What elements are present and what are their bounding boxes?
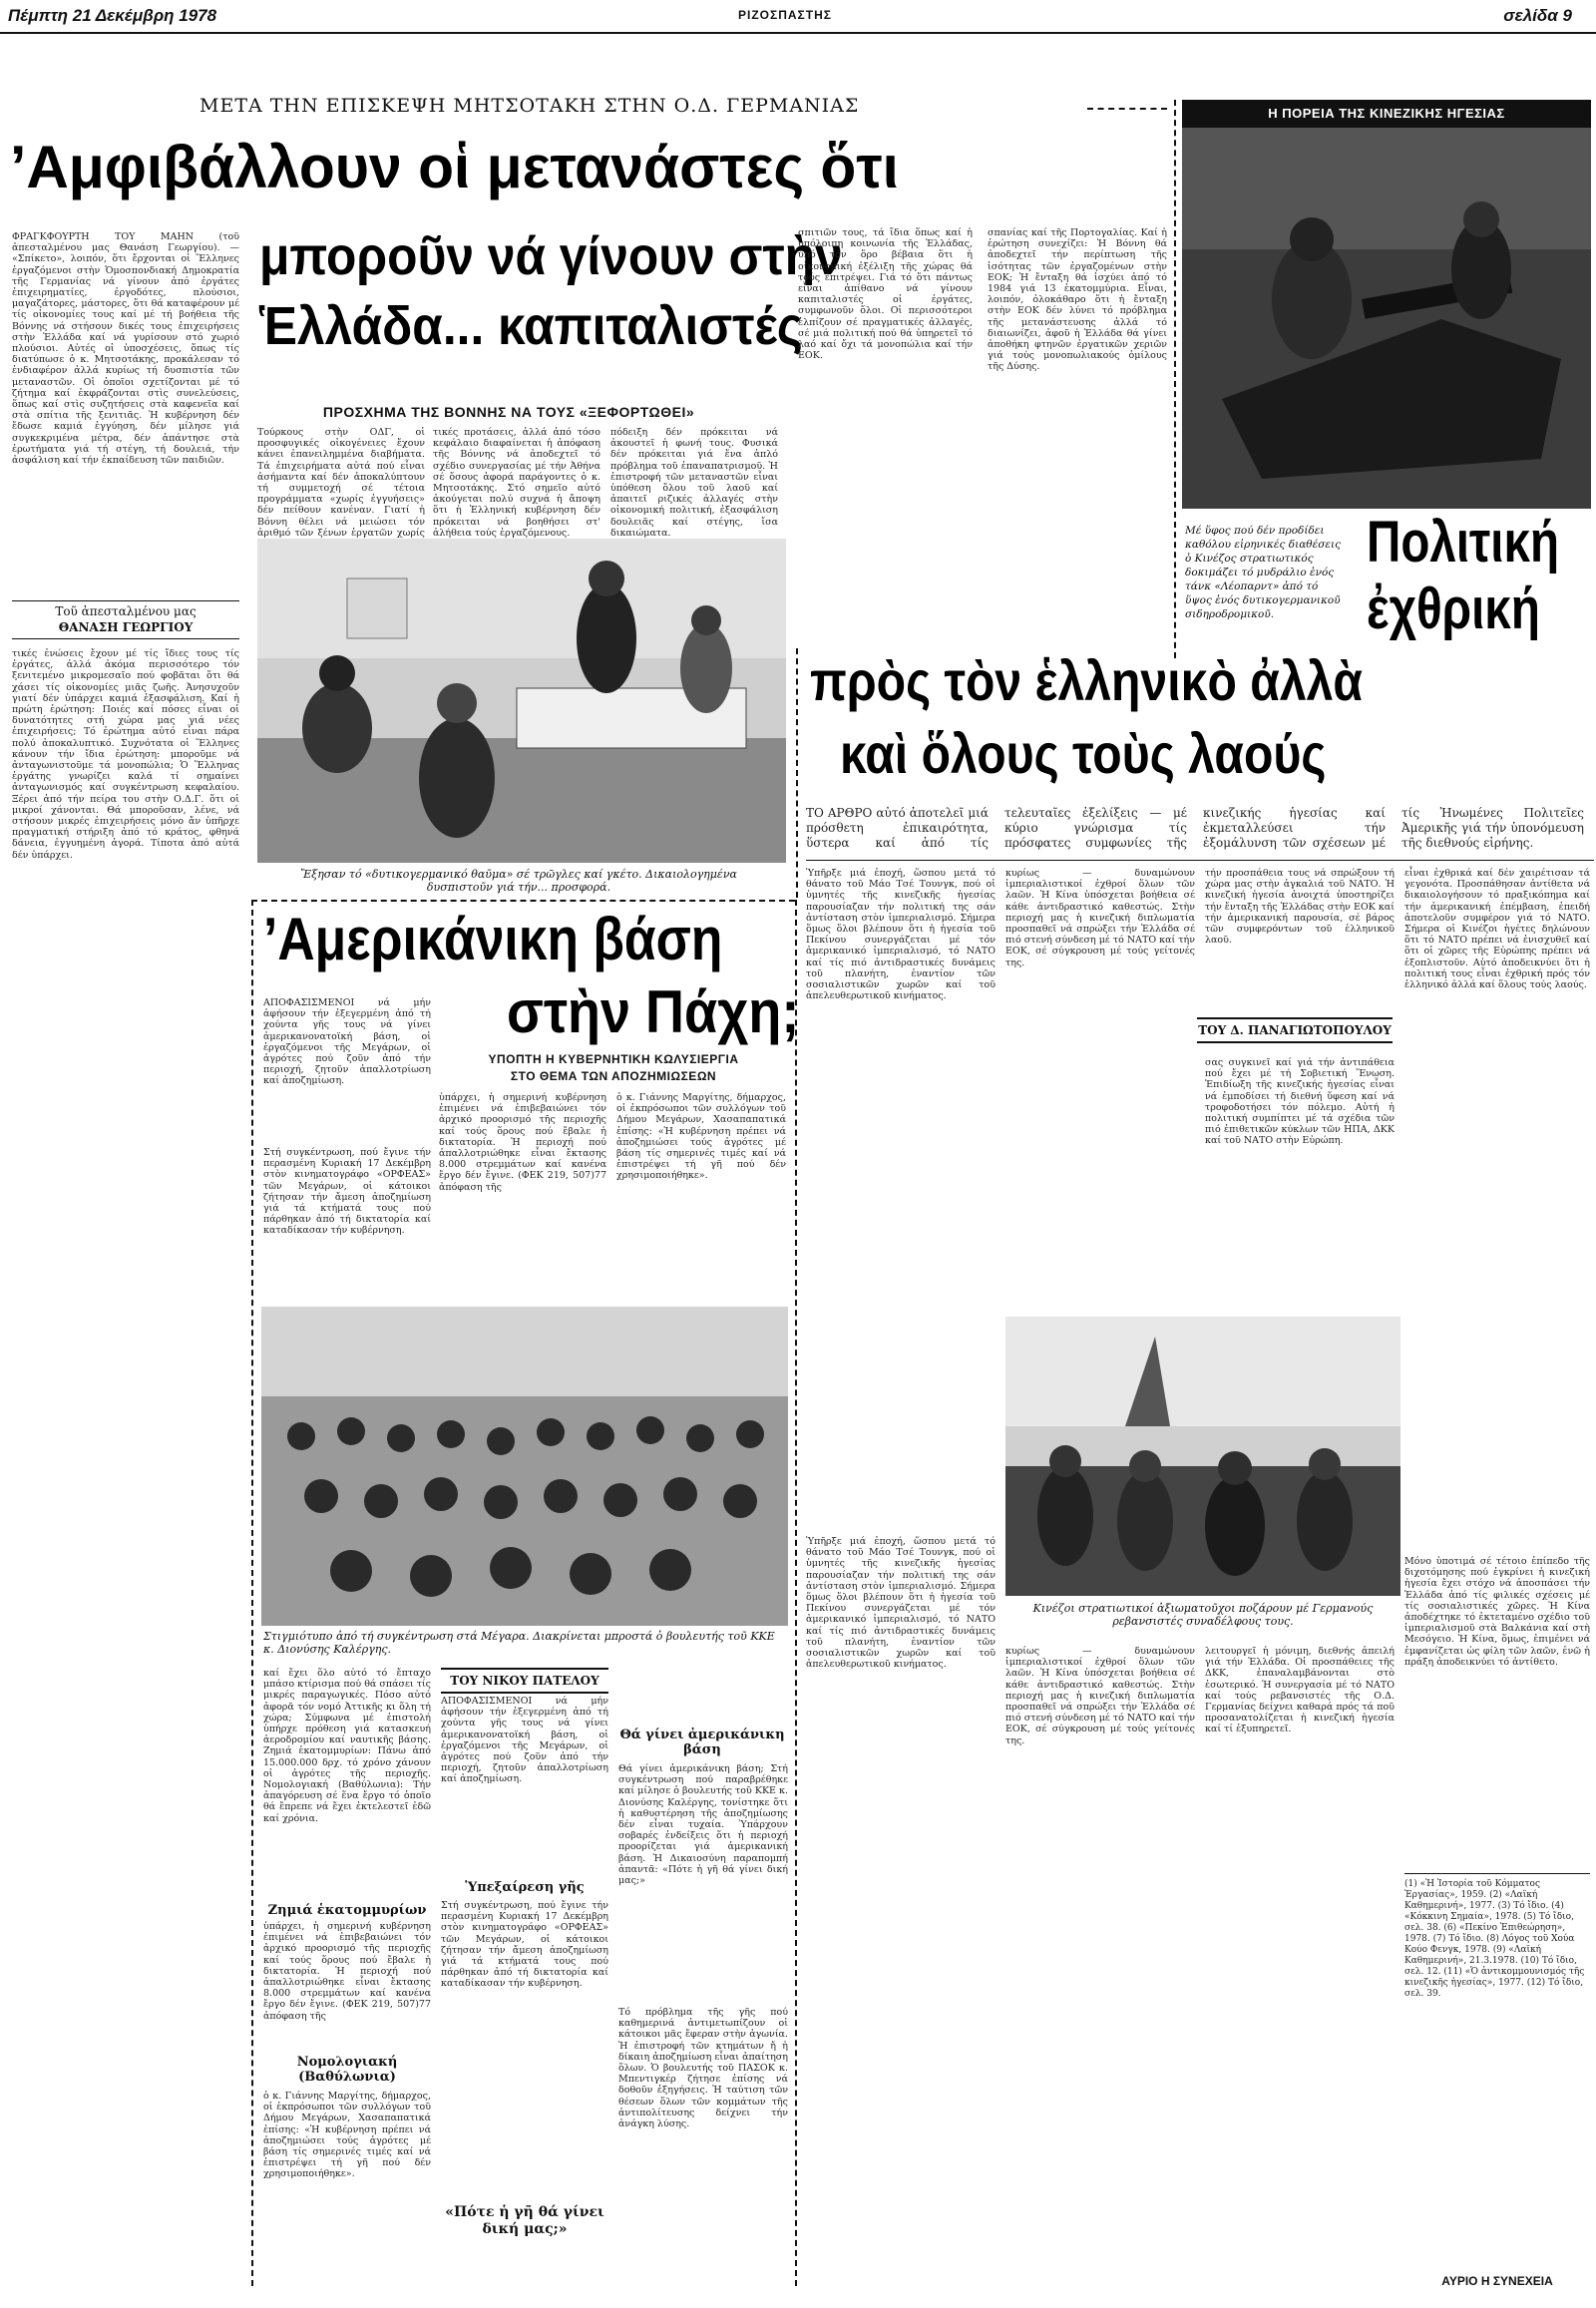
article2-byline: ΤΟΥ ΝΙΚΟΥ ΠΑΤΕΛΟΥ <box>441 1668 608 1694</box>
article1-byline-name: ΘΑΝΑΣΗ ΓΕΩΡΓΙΟΥ <box>58 620 194 634</box>
sidebar-col3-text: τήν προσπάθεια τους νά σπρώξουν τή χώρα μας στὴν ἀγκαλιά τοῦ ΝΑΤΟ. Ἡ κινεζική ἡγεσία ἀνοιχτά ὑποστηρίζει τήν ἔνταξη τῆς Ἑλλάδας στὴν ΕΟΚ καί τήν ἀμερικανική παρουσία, σέ βάρος τῶν συμφερόντων τοῦ ἑλληνικοῦ λαοῦ. <box>1205 868 1395 947</box>
sidebar-photo-tank <box>1182 100 1591 509</box>
article2-border-top <box>251 900 795 902</box>
article2-border-left <box>251 900 253 2286</box>
article2-border-right <box>795 900 797 2286</box>
article1-byline-label: Τοῦ ἀπεσταλμένου μας <box>55 604 197 618</box>
meeting-scene-image <box>257 539 786 863</box>
sidebar-photo2-caption: Κινέζοι στρατιωτικοί ἀξιωματοῦχοι ποζάρουν μέ Γερμανούς ρεβανσιστές συναδέλφους τους. <box>1032 1602 1374 1628</box>
article2-mini-heading4: Ὑπεξαίρεση γῆς <box>465 1880 585 1895</box>
rally-scene-image <box>261 1307 788 1626</box>
sidebar-lower-col1-text: Ὑπῆρξε μιά ἐποχή, ὥσπου μετά τό θάνατο τοῦ Μάο Τσέ Τουνγκ, πού οἱ ὑμνητές τῆς κινεζικῆς ἡγεσίας παρουσίαζαν τήν πολιτική της σάν ἀντίσταση στὸν ἰμπεριαλισμό. Σήμερα ὅμως ὅλοι βλέπουν ὅτι ἡ ἡγεσία τοῦ Πεκίνου συνεργάζεται μέ τόν ἀμερικανικό ἰμπεριαλισμό, τό ΝΑΤΟ καί τίς πιό ἀντιδραστικές δυνάμεις τοῦ πλανήτη, ἐναντίον τῶν σοσιαλιστικῶν χωρῶν καί τοῦ ἀπελευθερωτικοῦ κινήματος. <box>806 1536 996 1671</box>
masthead-date: Πέμπτη 21 Δεκέμβρη 1978 <box>8 6 217 25</box>
article2-col2c-text: ΑΠΟΦΑΣΙΣΜΕΝΟΙ νά μήν ἀφήσουν τήν ἐξεγερμένη ἀπό τή χούντα γῆς τους νά γίνει ἀμερικανονατοϊκή βάση, οἱ ἐργαζόμενοι τῆς Μεγάρων, οἱ ἀγρότες πού ζοῦν ἀπό τήν περιοχή, ζητοῦν ἀπαλλοτρίωση καί ἀποζημίωση. <box>441 1696 608 1785</box>
sidebar-byline: ΤΟΥ Δ. ΠΑΝΑΓΙΩΤΟΠΟΥΛΟΥ <box>1197 1017 1393 1043</box>
article2-mini-heading2: Νομολογιακή (Βαθύλωνια) <box>296 2055 398 2085</box>
article2-col1d-text: ὑπάρχει, ἡ σημερινή κυβέρνηση ἐπιμένει νά ἐπιβεβαιώνει τόν ἀρχικό προορισμό τῆς περιοχῆς καί τούς ὅρους πού ἔβαλε ἡ δικτατορία. Ἡ περιοχή πού ἀπαλλοτριώθηκε εἶναι ἔκτασης 8.000 στρεμμάτων καί κανένα ἔργο δέν ἔγινε. (ΦΕΚ 219, 507)77 ἀπόφαση τῆς <box>263 1921 431 2022</box>
article2-photo-rally <box>261 1307 788 1626</box>
article2-col3c-text: Θά γίνει ἀμερικάνικη βάση; Στή συγκέντρωση πού παραβρέθηκε καί μίλησε ὁ βουλευτής τοῦ ΚΚΕ κ. Διονύσης Καλέργης, τονίστηκε ὅτι ἡ καθυστέρηση τῆς ἀποζημίωσης δέν εἶναι τυχαία. Ὑπάρχουν σοβαρές ἐνδείξεις ὅτι ἡ περιοχή προορίζεται γιά ἀμερικανική βάση. Ἡ Δικαιοσύνη παραπομπή ἀπαντᾶ: «Πότε ἡ γῆ θά γίνει δική μας;» <box>618 1763 788 1887</box>
article2-headline-line1: ’Αμερικάνικη βάση <box>263 906 723 972</box>
article2-col1b-text: Στή συγκέντρωση, πού ἔγινε τήν περασμένη Κυριακή 17 Δεκέμβρη στὸν κινηματογράφο «ΟΡΦΕΑΣ» τῶν Μεγάρων, οἱ κάτοικοι ζήτησαν τήν ἄμεση ἀποζημίωση γιά τά κτήματά τους πού πάρθηκαν ἀπό τή δικτατορία καί καταδίκασαν τήν κυβέρνηση. <box>263 1147 431 1237</box>
article2-subhead-line1: ΥΠΟΠΤΗ Η ΚΥΒΕΡΝΗΤΙΚΗ ΚΩΛΥΣΙΕΡΓΙΑ <box>488 1052 739 1066</box>
sidebar-col6-text: σας συγκινεῖ καί γιά τήν ἀντιπάθεια πού ἔχει μέ τή Σοβιετική Ἕνωση. Ἐπιδίωξη τῆς κινεζικής ἡγεσίας εἶναι νά ἐμποδίσει τή διεθνή ὕφεση καί νά τροφοδοτήσει τόν πόλεμο. Αὐτή ἡ πολιτική συμπίπτει μέ τά σχέδια τῶν πιό ἐπιθετικῶν κύκλων τῶν ΗΠΑ, ΔΚΚ καί τοῦ ΝΑΤΟ στὴν Εὐρώπη. <box>1205 1057 1395 1147</box>
article2-col1c-text: καί ἔχει ὅλο αὐτό τό ἔπταχο μπάσο κτίρισμα πού θά σπάσει τίς μικρές παραγωγικές. Πόσο αὐτό ἀφορᾶ τόν νομό Ἀττικῆς κι ὅλη τή χώρα; Σύμφωνα μέ ἐπιστολή ὑπήρχε πρόθεση γιά κατασκευή ἀεροδρομίου καί ναυτικῆς βάσης. Ζημιά ἑκατομμυρίων: Πάνω ἀπό 15.000.000 δρχ. τό χρόνο χάνουν οἱ ἀγρότες τῆς περιοχῆς. Νομολογιακή (Βαθύλωνια): Τήν ἀπαγόρευση σέ ἕνα ἔργο τό ὁποῖο θά ἔπρεπε νά ἔχει ἐκτελεστεῖ ἐδῶ καί χρόνια. <box>263 1668 431 1824</box>
article1-col3-text: Τούρκους στὴν ΟΔΓ, οἱ προσφυγικές οἰκογένειες ἔχουν κάνει ἐπανειλημμένα διαβήματα. Τά ἐπιχειρήματα αὐτά πού εἶναι ἀσήμαντα καί δέν ἀποκαλύπτουν τή συμμετοχή σέ τέτοια προγράμματα «χωρίς ἐγγυήσεις» δέν πείθουν κανέναν. Γιατί ἡ Βόννη θέλει νά μειώσει τόν ἀριθμό τῶν ξένων ἐργατῶν χωρίς <box>257 427 425 539</box>
article2-col2d-text: Στή συγκέντρωση, πού ἔγινε τήν περασμένη Κυριακή 17 Δεκέμβρη στὸν κινηματογράφο «ΟΡΦΕΑΣ» τῶν Μεγάρων, οἱ κάτοικοι ζήτησαν τήν ἄμεση ἀποζημίωση γιά τά κτήματά τους πού πάρθηκαν ἀπό τή δικτατορία καί καταδίκασαν τήν κυβέρνηση. <box>441 1900 608 1990</box>
article1-col4-text: τικές προτάσεις, ἀλλά ἀπό τόσο κεφάλαιο διαφαίνεται ἡ ἀπόφαση τῆς Βόννης νά ἀποδεχτεῖ τό σχέδιο συνεργασίας μέ τήν Ἀθήνα σέ ὅσους ἀφορά παράγοντες ὁ κ. Μητσοτάκης. Στό σημεῖο αὐτό ἀκούγεται πολύ συχνά ἡ ἄποψη ὅτι ἡ Ἑλληνική κυβέρνηση δέν πρόκειται νά βοηθήσει στ' ἀλήθεια τούς ἐργαζόμενους. <box>433 427 600 539</box>
article2-lead: ΑΠΟΦΑΣΙΣΜΕΝΟΙ νά μήν ἀφήσουν τήν ἐξεγερμένη ἀπό τή χούντα γῆς τους νά γίνει ἀμερικανονατοϊκή βάση, οἱ ἐργαζόμενοι τῆς Μεγάρων, οἱ ἀγρότες πού ζοῦν ἀπό τήν περιοχή, ζητοῦν ἀπαλλοτρίωση καί ἀποζημίωση. <box>263 997 431 1087</box>
article1-kicker: ΜΕΤΑ ΤΗΝ ΕΠΙΣΚΕΨΗ ΜΗΤΣΟΤΑΚΗ ΣΤΗΝ Ο.Δ. ΓΕΡΜΑΝΙΑΣ <box>200 95 860 117</box>
masthead-rule <box>0 32 1596 34</box>
sidebar-col4-text: εἶναι ἐχθρικά καί δέν χαιρέτισαν τά γεγονότα. Προσπάθησαν ἀντίθετα νά δικαιολογήσουν τό πραξικόπημα καί τήν ἀμερικανική ἐπέμβαση, ἐπειδή ἀποτελοῦν συμφέρον γιά τό ΝΑΤΟ. Σήμερα οἱ Κινέζοι ἡγέτες δηλώνουν ὅτι τό ΝΑΤΟ πρέπει νά ἐνισχυθεῖ καί ὅτι οἱ χῶρες τῆς Εὐρώπης πρέπει νά ἐξοπλιστοῦν. Αὐτό ἀποδεικνύει ὅτι ἡ πολιτική τους εἶναι ἐχθρική πρός τόν ἑλληνικό ἀλλά καί ὅλους τούς λαούς. <box>1404 868 1590 991</box>
article1-col7-text: σπανίας καί τῆς Πορτογαλίας. Καί ἡ ἐρώτηση συνεχίζει: Ἡ Βόννη θά ἀποδεχτεῖ τήν περίπτωση τῆς ἰσότητας τῶν ἐργαζομένων στὴν ΕΟΚ; Ἡ ἔνταξη θά ἰσχύει ἀπό τό 1984 γιά 13 ἑκατομμύρια. Εἶναι, λοιπόν, ὀλοκάθαρο ὅτι ἡ ἔνταξη στὴν ΕΟΚ δέν λύνει τό πρόβλημα τῆς μετανάστευσης ἀλλά τό διαιωνίζει, ἀφοῦ ἡ Ἑλλάδα θά γίνει ἀποθήκη φτηνῶν ἐργατικῶν χεριῶν γιά τούς μονοπωλιακούς ὁμίλους τῆς Δύσης. <box>988 227 1167 373</box>
article1-headline-line1: ’Αμφιβάλλουν οἱ μετανάστες ὅτι <box>10 134 899 200</box>
article1-headline-line3: Ἑλλάδα... καπιταλιστές <box>259 296 803 356</box>
masthead-page-number: σελίδα 9 <box>1503 6 1572 25</box>
sidebar-col7-text: λειτουργεῖ ἡ μόνιμη, διεθνής ἀπειλή γιά τήν Ἑλλάδα. Οἱ προσπάθειες τῆς ΔΚΚ, ἐπαναλαμβάνονται στὸ ἐσωτερικό. Ἡ συνεργασία μέ τό ΝΑΤΟ καί τούς ρεβανσιστές τῆς Ο.Δ. Γερμανίας δείχνει καθαρά πρός τά ποῦ προσανατολίζεται ἡ κινεζική ἡγεσία καί τί ἐξυπηρετεῖ. <box>1205 1646 1395 1735</box>
article2-mini-heading1: Ζημιά ἑκατομμυρίων <box>267 1903 427 1918</box>
masthead-logo: ΡΙΖΟΣΠΑΣΤΗΣ <box>738 8 832 22</box>
sidebar-headline-line3: πρὸς τὸν ἑλληνικὸ ἀλλὰ <box>810 649 1364 712</box>
sidebar-col1-text: Ὑπῆρξε μιά ἐποχή, ὥσπου μετά τό θάνατο τοῦ Μάο Τσέ Τουνγκ, πού οἱ ὑμνητές τῆς κινεζικῆς ἡγεσίας παρουσίαζαν τήν πολιτική της σάν ἀντίσταση στὸν ἰμπεριαλισμό. Σήμερα ὅμως ὅλοι βλέπουν ὅτι ἡ ἡγεσία τοῦ Πεκίνου συνεργάζεται μέ τόν ἀμερικανικό ἰμπεριαλισμό, τό ΝΑΤΟ καί τίς πιό ἀντιδραστικές δυνάμεις τοῦ πλανήτη, ἐναντίον τῶν σοσιαλιστικῶν χωρῶν καί τοῦ ἀπελευθερωτικοῦ κινήματος. <box>806 868 996 1002</box>
article2-col4c-text: Τό πρόβλημα τῆς γῆς πού καθημερινά ἀντιμετωπίζουν οἱ κάτοικοι μᾶς ἔφεραν στὴν ἀγωνία. Ἡ ἐπιστροφή τῶν κτημάτων ἤ ἡ δίκαιη ἀποζημίωση εἶναι ἀπαίτηση ὅλων. Ὁ βουλευτής τοῦ ΠΑΣΟΚ κ. Μπεντιγκέρ ζήτησε ἐπίσης νά δοθοῦν ἐξηγήσεις. Ἡ ταύτιση τῶν θέσεων ὅλων τῶν κομμάτων τῆς ἀντιπολίτευσης δείχνει τήν ἀνάγκη λύσης. <box>618 2007 788 2130</box>
officers-scene-image <box>1005 1317 1400 1596</box>
article1-photo-meeting <box>257 539 786 863</box>
sidebar-continued: ΑΥΡΙΟ Η ΣΥΝΕΧΕΙΑ <box>1441 2274 1553 2288</box>
article2-col3b-text: ὁ κ. Γιάννης Μαργίτης, δήμαρχος, οἱ ἐκπρόσωποι τῶν συλλόγων τοῦ Δήμου Μεγάρων, Χασαπαπατικά ἐπίσης: «Ἡ κυβέρνηση πρέπει νά ἀποζημιώσει τούς ἀγρότες μέ βάση τίς σημερινές τιμές καί νά ἐπιστρέψει τή γῆ πού δέν χρησιμοποιήθηκε». <box>616 1092 786 1182</box>
sidebar-lower-col-text: κυρίως — δυναμώνουν ἰμπεριαλιστικοί ἐχθροί ὅλων τῶν λαῶν. Ἡ Κίνα ὑπόσχεται βοήθεια σέ κάθε ἀντιδραστικό καθεστώς. Στὴν περιοχή μας ἡ κινεζική διπλωματία προσπαθεῖ νά σπρώξει τήν Ἑλλάδα σέ πιό στενή σύνδεση μέ τό ΝΑΤΟ καί τήν ΕΟΚ, σέ σύγκρουση μέ τούς γείτονές της. <box>1005 1646 1195 1746</box>
sidebar-footnotes: (1) «Ἡ Ἰστορία τοῦ Κόμματος Ἐργασίας», 1959. (2) «Λαϊκή Καθημερινή», 1977. (3) Τό ἴδιο. (4) «Κόκκινη Σημαία», 1978. (5) Τό ἴδιο, σελ. 38. (6) «Πεκίνο Ἐπιθεώρηση», 1978. (7) Τό ἴδιο. (8) Λόγος τοῦ Χούα Κούο Φενγκ, 1978. (9) «Λαϊκή Καθημερινή», 21.3.1978. (10) Τό ἴδιο, σελ. 12. (11) «Ὁ ἀντικομμουνισμός τῆς κινεζικῆς ἡγεσίας», 1977. (12) Τό ἴδιο, σελ. 39. <box>1404 1879 1585 1999</box>
article2-mini-heading3: Θά γίνει ἀμερικάνικη βάση <box>619 1728 785 1757</box>
sidebar-photo-banner: Η ΠΟΡΕΙΑ ΤΗΣ ΚΙΝΕΖΙΚΗΣ ΗΓΕΣΙΑΣ <box>1182 100 1591 128</box>
sidebar-headline-line1: Πολιτική <box>1367 510 1560 575</box>
footnotes-rule <box>1404 1873 1590 1874</box>
sidebar-photo-caption: Μέ ὕφος πού δέν προδίδει καθόλου εἰρηνικές διαθέσεις ὁ Κινέζος στρατιωτικός δοκιμάζει τό μυδράλιο ἑνός τάνκ «Λέοπαρντ» ἀπό τό ὕψος ἑνός δυτικογερμανικοῦ σιδηροδρομικοῦ. <box>1185 525 1342 620</box>
sidebar-photo-officers <box>1005 1317 1400 1596</box>
article2-quote: «Πότε ἡ γῆ θά γίνει δική μας;» <box>445 2204 604 2237</box>
article1-col1-text: ΦΡΑΓΚΦΟΥΡΤΗ ΤΟΥ ΜΑΗΝ (τοῦ ἀπεσταλμένου μας Θανάση Γεωργίου). — «Σπίκετο», λοιπόν, ὅτι ἔρχονται οἱ Ἕλληνες ἐργαζόμενοι στὴν Ὁμοσπονδιακή Δημοκρατία τῆς Γερμανίας νά γίνουν ἀπό ἐργάτες ἐπιχειρηματίες, ἐργοδότες, πλούσιοι, μαγαζάτορες, μάστορες, ὅτι θά καταφέρουν μέ τίς οἰκονομίες τους καί μέ τή βοήθεια τῆς Βόννης νά στήσουν δικές τους ἐπιχειρήσεις στὴν Ἑλλάδα καί νά γυρίσουν στό χωριό πλούσιοι. Αὐτές οἱ ὑποσχέσεις, ὅπως τίς διατύπωσε ὁ κ. Μητσοτάκης, προκάλεσαν τό ἐνδιαφέρον ἀλλά κυρίως τή δυσπιστία τῶν μεταναστῶν. Οἱ ὁποῖοι σχετίζονται μέ τό ζήτημα καί ἐκφράζονται στὶς συνελεύσεις, ὅπως καί στὶς συζητήσεις στὰ καφενεῖα καί στὰ σπίτια τῆς ξενιτιᾶς. Ἡ κυβέρνηση δέν ἔδωσε καμιά ἐγγύηση, δέν μίλησε γιά συγκεκριμένα μέτρα, δέν ἀπάντησε στὰ ἐρωτήματα γιά τή στέγη, τή δουλειά, τήν ἀσφάλιση καί τήν ἐκπαίδευση τῶν παιδιῶν. <box>12 231 239 467</box>
article2-col1e-text: ὁ κ. Γιάννης Μαργίτης, δήμαρχος, οἱ ἐκπρόσωποι τῶν συλλόγων τοῦ Δήμου Μεγάρων, Χασαπαπατικά ἐπίσης: «Ἡ κυβέρνηση πρέπει νά ἀποζημιώσει τούς ἀγρότες μέ βάση τίς σημερινές τιμές καί νά ἐπιστρέψει τή γῆ πού δέν χρησιμοποιήθηκε». <box>263 2091 431 2180</box>
article1-col2-text: τικές ἐνώσεις ἔχουν μέ τίς ἴδιες τους τίς ἐργάτες, ἀλλά ἀκόμα περισσότερο τόν ξενιτεμένο μικρομεσαῖο πού φοβᾶται ὅτι θά χάσει τίς οἰκονομίες μιᾶς ζωῆς. Ἀνησυχοῦν γιατί δέν ὑπάρχει καμιά ἐξασφάλιση. Καί ἡ πρώτη ἐρώτηση: Ποιές καί πόσες εἶναι οἱ δυνατότητες στή χώρα μας γιά νέες ἐπιχειρήσεις; Τό ἐρώτημα αὐτό εἶναι πάρα πολύ ἀποκαλυπτικό. Συχνότατα οἱ Ἕλληνες κάνουν τήν ἴδια ἐρώτηση: μποροῦμε νά ἀνταγωνιστοῦμε τά μονοπώλια; Ὁ Ἕλληνας ἐργάτης γνωρίζει καλά τί σημαίνει ἀνταγωνισμός καί συγκέντρωση κεφαλαίου. Ξέρει ἀπό τήν πείρα του στὴν Ο.Δ.Γ. ὅτι οἱ μικροί χάνονται. Θά μποροῦσαν, λένε, νά στήσουν μικρές ἐπιχειρήσεις μόνο ἄν ὑπῆρχε πραγματική στήριξη ἀπό τό κράτος, φθηνά δάνεια, ἐγγυημένη ἀγορά. Τίποτα ἀπό αὐτά δέν ὑπάρχει. <box>12 648 239 861</box>
article2-col2b-text: ὑπάρχει, ἡ σημερινή κυβέρνηση ἐπιμένει νά ἐπιβεβαιώνει τόν ἀρχικό προορισμό τῆς περιοχῆς καί τούς ὅρους πού ἔβαλε ἡ δικτατορία. Ἡ περιοχή πού ἀπαλλοτριώθηκε εἶναι ἔκτασης 8.000 στρεμμάτων καί κανένα ἔργο δέν ἔγινε. (ΦΕΚ 219, 507)77 ἀπόφαση τῆς <box>439 1092 606 1193</box>
sidebar-border-left <box>796 648 798 898</box>
article1-border-right <box>1174 100 1176 658</box>
sidebar-col5-text: Μόνο ὑποτιμά σέ τέτοιο ἐπίπεδο τῆς διχοτόμησης πού ἐγκρίνει ἡ κινεζική ἡγεσία ἔχει στόχο νά ἀποσπάσει τήν Ἑλλάδα ἀπό τίς φιλικές σχέσεις μέ τίς σοσιαλιστικές χῶρες. Ἡ Κίνα ἀποδέχτηκε τό ἐκτεταμένο σχέδιο τοῦ ἰμπεριαλισμοῦ στὰ Βαλκάνια καί στὴ Μεσόγειο. Ἡ Κίνα, ὅμως, ἐπιμένει νά ἐμφανίζεται ὡς φίλη τῶν λαῶν, ἐνῶ ἡ πράξη ἀποδεικνύει τό ἀντίθετο. <box>1404 1556 1590 1668</box>
sidebar-intro: ΤΟ ΑΡΘΡΟ αὐτό ἀποτελεῖ μιά πρόσθετη ἐπικαιρότητα, ὕστερα καί ἀπό τίς τελευταῖες ἐξελίξεις — μέ κύριο γνώρισμα τίς πρόσφατες συμφωνίες τῆς κινεζικής ἡγεσίας καί ἐκμεταλλεύσει τήν ἐξομάλυνση τῶν σχέσεων μέ τίς Ἡνωμένες Πολιτεῖες Ἀμερικῆς γιά τήν ὑπονόμευση τῆς διεθνούς εἰρήνης. <box>806 806 1584 850</box>
article1-headline-line2: μποροῦν νά γίνουν στὴν <box>259 226 843 286</box>
article2-photo-caption: Στιγμιότυπο ἀπό τή συγκέντρωση στά Μέγαρα. Διακρίνεται μπροστά ὁ βουλευτής τοῦ ΚΚΕ κ. Διονύσης Καλέργης. <box>263 1630 775 1656</box>
article1-subhead: ΠΡΟΣΧΗΜΑ ΤΗΣ ΒΟΝΝΗΣ ΝΑ ΤΟΥΣ «ΞΕΦΟΡΤΩΘΕΙ» <box>322 404 695 420</box>
sidebar-headline-line4: καὶ ὅλους τοὺς λαούς <box>840 722 1327 785</box>
article2-subhead-line2: ΣΤΟ ΘΕΜΑ ΤΩΝ ΑΠΟΖΗΜΙΩΣΕΩΝ <box>510 1069 717 1083</box>
byline-rule-bottom <box>12 638 239 639</box>
tank-scene-image <box>1182 100 1591 509</box>
sidebar-intro-rule <box>806 860 1594 861</box>
article2-headline-line2: στὴν Πάχη; <box>507 978 800 1045</box>
article1-col5-text: πόδειξη δέν πρόκειται νά ἀκουστεῖ ἡ φωνή τους. Φυσικά δέν πρόκειται γιά ἕνα ἀπλό πρόβλημα τοῦ ἐπαναπατρισμοῦ. Ἡ ἐπιστροφή τῶν μεταναστῶν εἶναι ὑπόθεση ὅλου τοῦ λαοῦ καί ἀπαιτεῖ ριζικές ἀλλαγές στὴν οἰκονομική πολιτική, ἐξασφάλιση δουλειᾶς καί στέγης, ἴσα δικαιώματα. <box>610 427 778 539</box>
article1-photo-caption: Ἔξησαν τό «δυτικογερμανικό θαῦμα» σέ τρῶγλες καί γκέτο. Δικαιολογημένα δυσπιστοῦν γιά τήν... προσφορά. <box>300 868 737 894</box>
byline-rule-top <box>12 600 239 601</box>
sidebar-headline-line2: ἐχθρική <box>1367 577 1540 641</box>
kicker-dash <box>1087 108 1167 110</box>
article1-col6-text: σπιτιῶν τους, τά ἴδια ὅπως καί ἡ ὑπόλοιπη κοινωνία τῆς Ἑλλάδας, ὑπό τόν ὅρο βέβαια ὅτι ἡ οἰκονομική ἐξέλιξη τῆς χώρας θά τούς ἐπιτρέψει. Γιά τό ὅτι πάντως εἶναι ἀπίθανο νά γίνουν καπιταλιστές οἱ ἐργάτες, συμφωνοῦν ὅλοι. Οἱ περισσότεροι ἐλπίζουν σέ πραγματικές ἀλλαγές, σέ μιά πολιτική πού θά ὑπηρετεῖ τό λαό καί ὄχι τά μονοπώλια καί τήν ΕΟΚ. <box>798 227 973 362</box>
sidebar-col2-text: κυρίως — δυναμώνουν ἰμπεριαλιστικοί ἐχθροί ὅλων τῶν λαῶν. Ἡ Κίνα ὑπόσχεται βοήθεια σέ κάθε ἀντιδραστικό καθεστώς. Στὴν περιοχή μας ἡ κινεζική διπλωματία προσπαθεῖ νά σπρώξει τήν Ἑλλάδα σέ πιό στενή σύνδεση μέ τό ΝΑΤΟ καί τήν ΕΟΚ, σέ σύγκρουση μέ τούς γείτονές της. <box>1005 868 1195 968</box>
